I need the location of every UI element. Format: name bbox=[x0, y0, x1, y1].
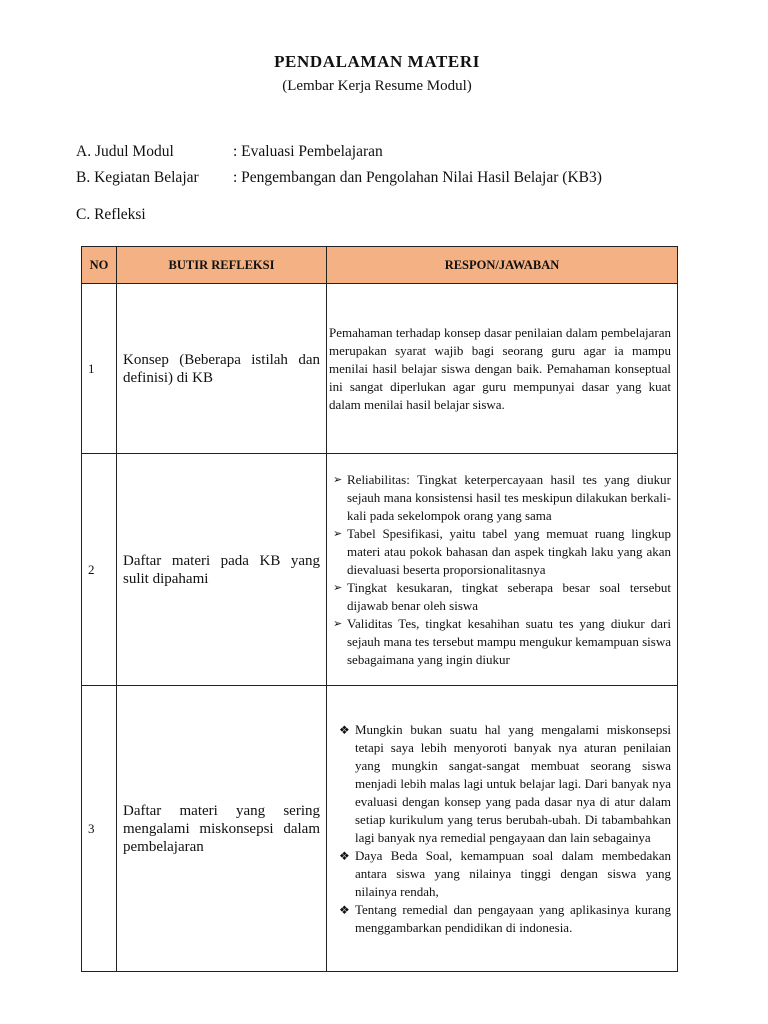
response-list bbox=[329, 471, 671, 669]
section-heading-refleksi: C. Refleksi bbox=[76, 206, 146, 223]
row-response: Pemahaman terhadap konsep dasar penilaian dalam pembelajaran merupakan syarat wajib bagi seorang guru agar ia mampu menilai hasil belajar siswa dengan baik. Pemahaman konseptual ini sangat diperlukan agar guru mempunyai dasar yang kuat dalam menilai hasil belajar siswa. bbox=[327, 284, 678, 454]
row-butir: Daftar materi yang sering mengalami miskonsepsi dalam pembelajaran bbox=[117, 686, 327, 972]
header-no: NO bbox=[82, 247, 117, 284]
row-response bbox=[327, 686, 678, 972]
row-butir: Daftar materi pada KB yang sulit dipahami bbox=[117, 454, 327, 686]
page-subtitle: (Lembar Kerja Resume Modul) bbox=[282, 78, 472, 94]
list-item-text: Mungkin bukan suatu hal yang mengalami miskonsepsi tetapi saya lebih menyoroti banyak nya aturan penilaian yang mungkin sangat-sangat membuat seorang siswa menjadi lebih malas lagi untuk belajar lagi. Dari banyak nya evaluasi dengan konsep yang pada dasar nya di atur dalam setiap kurikulum yang terus berubah-ubah. Di tabambahkan lagi banyak nya remedial pengayaan dan lain sebagainya bbox=[355, 721, 671, 845]
info-label: A. Judul Modul bbox=[76, 143, 174, 160]
list-item-text: Daya Beda Soal, kemampuan soal dalam membedakan antara siswa yang nilainya tinggi dengan siswa yang nilainya rendah, bbox=[355, 847, 671, 899]
info-label: B. Kegiatan Belajar bbox=[76, 169, 199, 186]
diamond-bullet-icon: ❖ bbox=[339, 848, 350, 863]
arrow-bullet-icon: ➢ bbox=[333, 617, 343, 630]
row-number: 2 bbox=[82, 454, 117, 686]
table-row bbox=[82, 284, 678, 454]
info-kegiatan-belajar bbox=[76, 169, 602, 187]
table-header-row bbox=[82, 247, 678, 284]
table-row bbox=[82, 686, 678, 972]
header-respon-jawaban: RESPON/JAWABAN bbox=[327, 247, 678, 284]
header-butir-refleksi: BUTIR REFLEKSI bbox=[117, 247, 327, 284]
response-list bbox=[329, 721, 671, 937]
list-item bbox=[329, 579, 671, 615]
list-item bbox=[329, 615, 671, 669]
row-butir: Konsep (Beberapa istilah dan definisi) di KB bbox=[117, 284, 327, 454]
list-item bbox=[329, 525, 671, 579]
arrow-bullet-icon: ➢ bbox=[333, 473, 343, 486]
arrow-bullet-icon: ➢ bbox=[333, 581, 343, 594]
list-item bbox=[329, 721, 671, 847]
list-item bbox=[329, 901, 671, 937]
list-item-text: Reliabilitas: Tingkat keterpercayaan hasil tes yang diukur sejauh mana konsistensi hasil tes meskipun dilakukan berkali-kali pada sekelompok orang yang sama bbox=[347, 471, 671, 523]
info-value: : Pengembangan dan Pengolahan Nilai Hasil Belajar (KB3) bbox=[233, 169, 602, 186]
arrow-bullet-icon: ➢ bbox=[333, 527, 343, 540]
row-response bbox=[327, 454, 678, 686]
page-title: PENDALAMAN MATERI bbox=[274, 52, 480, 71]
reflection-table bbox=[81, 246, 678, 972]
list-item-text: Validitas Tes, tingkat kesahihan suatu tes yang diukur dari sejauh mana tes tersebut mampu mengukur kemampuan siswa sebagaimana yang ingin diukur bbox=[347, 615, 671, 667]
diamond-bullet-icon: ❖ bbox=[339, 902, 350, 917]
list-item-text: Tingkat kesukaran, tingkat seberapa besar soal tersebut dijawab benar oleh siswa bbox=[347, 579, 671, 613]
info-judul-modul bbox=[76, 143, 383, 161]
list-item bbox=[329, 847, 671, 901]
list-item-text: Tabel Spesifikasi, yaitu tabel yang memuat ruang lingkup materi atau pokok bahasan dan aspek tingkah laku yang akan dievaluasi beserta proporsionalitasnya bbox=[347, 525, 671, 577]
row-number: 3 bbox=[82, 686, 117, 972]
info-value: : Evaluasi Pembelajaran bbox=[233, 143, 383, 160]
table-row bbox=[82, 454, 678, 686]
list-item bbox=[329, 471, 671, 525]
diamond-bullet-icon: ❖ bbox=[339, 722, 350, 737]
row-number: 1 bbox=[82, 284, 117, 454]
list-item-text: Tentang remedial dan pengayaan yang aplikasinya kurang menggambarkan pendidikan di indonesia. bbox=[355, 901, 671, 935]
